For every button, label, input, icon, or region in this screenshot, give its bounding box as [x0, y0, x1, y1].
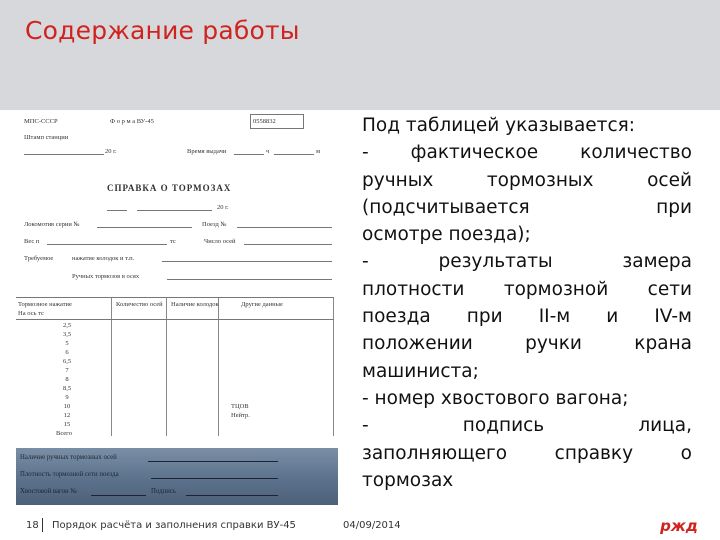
body-line: - результаты замера	[362, 251, 692, 273]
col-header: Другие данные	[241, 301, 283, 308]
form-line	[107, 210, 127, 211]
form-line	[244, 244, 332, 245]
body-line: заполняющего справку о	[362, 442, 692, 464]
shade-label: Плотность тормозной сети поезда	[20, 471, 119, 478]
form-title: СПРАВКА О ТОРМОЗАХ	[107, 183, 232, 193]
footer-separator	[42, 518, 43, 532]
form-line	[234, 154, 264, 155]
body-text	[362, 112, 692, 494]
body-line: поезда при II-м и IV-м	[362, 306, 692, 328]
footer-date: 04/09/2014	[343, 520, 401, 531]
form-number-box	[250, 114, 304, 129]
form-name: Ф о р м а ВУ-45	[110, 118, 154, 125]
form-date-suffix: 20 г.	[105, 148, 117, 155]
tick-value: 7	[65, 367, 69, 374]
form-line	[24, 154, 104, 155]
table-line	[16, 319, 334, 320]
form-line	[47, 244, 167, 245]
form-train: Поезд №	[202, 221, 227, 228]
form-line	[97, 227, 192, 228]
body-line: Под таблицей указывается:	[362, 115, 635, 136]
col-header: Наличие колодок	[171, 301, 219, 308]
body-line: - подпись лица,	[362, 415, 692, 437]
form-line	[274, 154, 314, 155]
body-line: (подсчитывается при	[362, 196, 692, 218]
form-org: МПС-СССР	[24, 118, 58, 125]
tick-value: 3,5	[62, 331, 72, 338]
form-vu45-image	[12, 110, 340, 510]
form-required: Требуемое	[24, 255, 54, 262]
col-header: Количество осей	[116, 301, 163, 308]
form-hours: ч	[266, 148, 270, 155]
body-line: - номер хвостового вагона;	[362, 387, 629, 409]
side-label: Нейтр.	[231, 412, 250, 419]
summary-shaded-block	[16, 448, 338, 505]
tick-value: 6,5	[62, 358, 72, 365]
form-hand-brakes: Ручных тормозов в осях	[72, 273, 140, 280]
tick-value: 8,5	[62, 385, 72, 392]
tick-value: 2,5	[62, 322, 72, 329]
body-line: плотности тормозной сети	[362, 278, 692, 300]
form-line	[91, 495, 146, 496]
form-loco: Локомотив серии №	[24, 221, 80, 228]
form-weight-unit: тс	[170, 238, 176, 245]
side-label: ТЦОВ	[231, 403, 249, 410]
tick-value: 5	[65, 340, 69, 347]
logo-text: ржд	[660, 517, 698, 535]
tick-value: 9	[65, 394, 69, 401]
tick-value: 8	[65, 376, 69, 383]
form-number: 0558832	[253, 118, 276, 125]
tick-value: 10	[63, 403, 71, 410]
form-minutes: м	[316, 148, 321, 155]
form-line	[137, 210, 212, 211]
total-label: Всего	[56, 430, 72, 437]
body-line: осмотре поезда);	[362, 224, 531, 246]
page-number: 18	[26, 520, 39, 531]
form-issue-time: Время выдачи	[187, 148, 227, 155]
body-line: тормозах	[362, 469, 454, 491]
form-required2: нажатие колодок и т.п.	[72, 255, 135, 262]
form-line	[237, 227, 332, 228]
brake-table	[16, 297, 334, 445]
shade-label: Подпись	[151, 488, 176, 495]
form-line	[148, 461, 278, 462]
body-line: машиниста;	[362, 360, 479, 382]
tick-value: 6	[65, 349, 69, 356]
form-line	[186, 495, 278, 496]
form-line	[167, 279, 332, 280]
tick-value: 15	[63, 421, 71, 428]
form-line	[151, 478, 278, 479]
form-stamp: Штамп станции	[24, 134, 69, 141]
form-weight: Вес п	[24, 238, 40, 245]
form-date2: 20 г.	[217, 204, 229, 211]
slide-title: Содержание работы	[25, 16, 300, 45]
body-line: ручных тормозных осей	[362, 169, 692, 191]
header-band	[0, 0, 720, 110]
row-label: На ось тс	[18, 310, 44, 317]
rzd-logo-icon	[659, 516, 699, 536]
tick-value: 12	[63, 412, 71, 419]
shade-label: Хвостовой вагон №	[20, 488, 77, 495]
form-axles: Число осей	[204, 238, 236, 245]
footer	[0, 516, 720, 540]
shade-label: Наличие ручных тормозных осей	[20, 454, 117, 461]
body-line: положении ручки крана	[362, 333, 692, 355]
form-line	[162, 261, 332, 262]
body-line: - фактическое количество	[362, 142, 692, 164]
col-header: Тормозное нажатие	[18, 301, 72, 308]
footer-title: Порядок расчёта и заполнения справки ВУ-45	[52, 520, 296, 531]
